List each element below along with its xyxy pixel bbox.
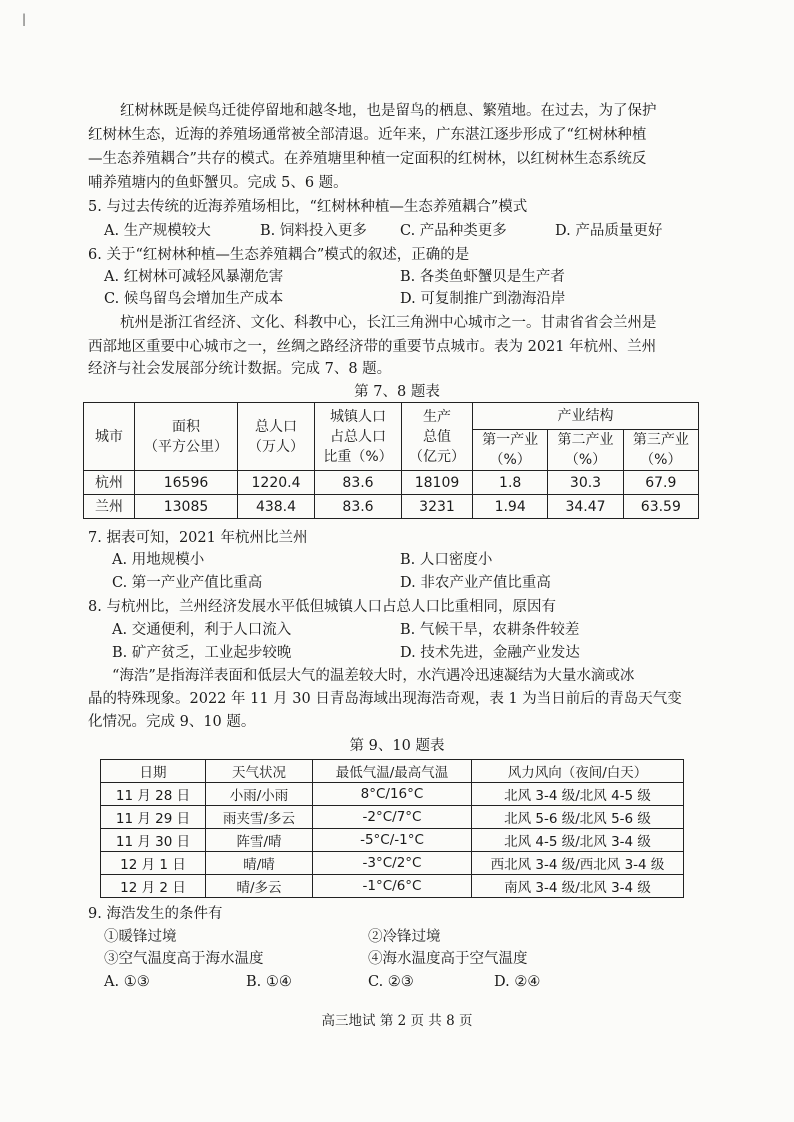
header-population: 总人口 （万人） [238,403,315,471]
cell-wind: 西北风 3-4 级/西北风 3-4 级 [472,852,684,875]
question-5-option-b: B. 饲料投入更多 [260,223,367,239]
cell-weather: 阵雪/晴 [206,829,313,852]
cell-pop: 438.4 [238,495,315,519]
question-9-item-4: ④海水温度高于空气温度 [368,951,528,967]
cell-urban: 83.6 [315,471,402,495]
table-row [101,875,684,898]
question-6-option-d: D. 可复制推广到渤海沿岸 [400,291,566,307]
question-8-option-c: B. 矿产贫乏，工业起步较晚 [112,645,292,661]
table-header-row [101,760,684,783]
question-9-item-1: ①暖锋过境 [104,929,177,945]
header-city: 城市 [84,403,135,471]
cell-temperature: 8°C/16°C [313,783,472,806]
intro-5-6-line: 哺养殖塘内的鱼虾蟹贝。完成 5、6 题。 [88,175,348,191]
table-row [101,783,684,806]
cell-urban: 83.6 [315,495,402,519]
cell-wind: 北风 3-4 级/北风 4-5 级 [472,783,684,806]
cell-weather: 晴/多云 [206,875,313,898]
question-7-option-a: A. 用地规模小 [112,552,205,568]
intro-9-10-line: 化情况。完成 9、10 题。 [88,714,256,730]
table-9-10-caption: 第 9、10 题表 [349,738,445,754]
cell-temperature: -5°C/-1°C [313,829,472,852]
header-gdp: 生产 总值 （亿元） [402,403,473,471]
table-row [101,852,684,875]
question-9-option-b: B. ①④ [246,974,292,990]
intro-9-10-line: “海浩”是指海洋表面和低层大气的温差较大时，水汽遇冷迅速凝结为大量水滴或冰 [112,668,635,684]
question-6-option-a: A. 红树林可减轻风暴潮危害 [104,269,284,285]
question-9-stem: 9. 海浩发生的条件有 [88,906,223,922]
cell-wind: 北风 5-6 级/北风 5-6 级 [472,806,684,829]
question-9-item-3: ③空气温度高于海水温度 [104,951,264,967]
intro-7-8-line: 经济与社会发展部分统计数据。完成 7、8 题。 [88,361,392,377]
question-7-option-d: D. 非农产业产值比重高 [400,575,551,591]
question-5-option-d: D. 产品质量更好 [555,223,663,239]
question-9-option-a: A. ①③ [104,974,150,990]
cell-gdp: 3231 [402,495,473,519]
cell-city: 杭州 [84,471,135,495]
cell-secondary: 30.3 [548,471,623,495]
cell-date: 12 月 1 日 [101,852,206,875]
table-row [101,829,684,852]
header-urban-ratio: 城镇人口 占总人口 比重（%） [315,403,402,471]
cell-date: 11 月 28 日 [101,783,206,806]
cell-date: 12 月 2 日 [101,875,206,898]
question-9-option-d: D. ②④ [494,974,541,990]
intro-9-10-line: 晶的特殊现象。2022 年 11 月 30 日青岛海域出现海浩奇观，表 1 为当日前后的青岛天气变 [88,691,682,707]
cell-weather: 雨夹雪/多云 [206,806,313,829]
table-row [101,806,684,829]
question-8-stem: 8. 与杭州比，兰州经济发展水平低但城镇人口占总人口比重相同，原因有 [88,599,556,615]
header-wind: 风力风向（夜间/白天） [472,760,684,783]
table-row [84,471,699,495]
cell-area: 16596 [135,471,238,495]
question-8-option-a: A. 交通便利，利于人口流入 [112,622,292,638]
intro-5-6-line: —生态养殖耦合”共存的模式。在养殖塘里种植一定面积的红树林，以红树林生态系统反 [88,151,647,167]
cell-date: 11 月 29 日 [101,806,206,829]
intro-5-6-line: 红树林既是候鸟迁徙停留地和越冬地，也是留鸟的栖息、繁殖地。在过去，为了保护 [120,103,657,119]
question-6-stem: 6. 关于“红树林种植—生态养殖耦合”模式的叙述，正确的是 [88,247,470,263]
cell-city: 兰州 [84,495,135,519]
cell-primary: 1.94 [473,495,548,519]
header-tertiary: 第三产业 （%） [623,430,698,471]
question-5-stem: 5. 与过去传统的近海养殖场相比，“红树林种植—生态养殖耦合”模式 [88,199,528,215]
cell-pop: 1220.4 [238,471,315,495]
question-9-option-c: C. ②③ [368,974,414,990]
question-8-option-d: D. 技术先进，金融产业发达 [400,645,580,661]
cell-date: 11 月 30 日 [101,829,206,852]
intro-5-6-line: 红树林生态，近海的养殖场通常被全部清退。近年来，广东湛江逐步形成了“红树林种植 [88,127,647,143]
table-7-8-caption: 第 7、8 题表 [354,384,440,400]
header-weather: 天气状况 [206,760,313,783]
cell-weather: 小雨/小雨 [206,783,313,806]
cell-tertiary: 67.9 [623,471,698,495]
table-row [84,495,699,519]
header-area: 面积 （平方公里） [135,403,238,471]
cell-temperature: -1°C/6°C [313,875,472,898]
cell-tertiary: 63.59 [623,495,698,519]
header-temperature: 最低气温/最高气温 [313,760,472,783]
weather-table [100,759,684,898]
cell-wind: 南风 3-4 级/北风 3-4 级 [472,875,684,898]
header-industry-structure: 产业结构 [473,403,699,430]
cell-temperature: -3°C/2°C [313,852,472,875]
question-7-option-b: B. 人口密度小 [400,552,493,568]
cell-weather: 晴/晴 [206,852,313,875]
question-5-option-c: C. 产品种类更多 [400,223,507,239]
question-6-option-b: B. 各类鱼虾蟹贝是生产者 [400,269,565,285]
header-secondary: 第二产业 （%） [548,430,623,471]
question-9-item-2: ②冷锋过境 [368,929,441,945]
cell-secondary: 34.47 [548,495,623,519]
stats-table [83,402,699,519]
question-7-option-c: C. 第一产业产值比重高 [112,575,263,591]
cell-primary: 1.8 [473,471,548,495]
question-7-stem: 7. 据表可知，2021 年杭州比兰州 [88,530,308,546]
corner-mark: | [22,12,27,26]
cell-wind: 北风 4-5 级/北风 3-4 级 [472,829,684,852]
intro-7-8-line: 杭州是浙江省经济、文化、科教中心，长江三角洲中心城市之一。甘肃省省会兰州是 [120,315,657,331]
question-8-option-b: B. 气候干旱，农耕条件较差 [400,622,580,638]
question-5-option-a: A. 生产规模较大 [104,223,211,239]
intro-7-8-line: 西部地区重要中心城市之一，丝绸之路经济带的重要节点城市。表为 2021 年杭州、兰州 [88,339,657,355]
page-footer: 高三地试 第 2 页 共 8 页 [321,1013,473,1029]
cell-area: 13085 [135,495,238,519]
cell-temperature: -2°C/7°C [313,806,472,829]
cell-gdp: 18109 [402,471,473,495]
header-primary: 第一产业 （%） [473,430,548,471]
question-6-option-c: C. 候鸟留鸟会增加生产成本 [104,291,284,307]
header-date: 日期 [101,760,206,783]
